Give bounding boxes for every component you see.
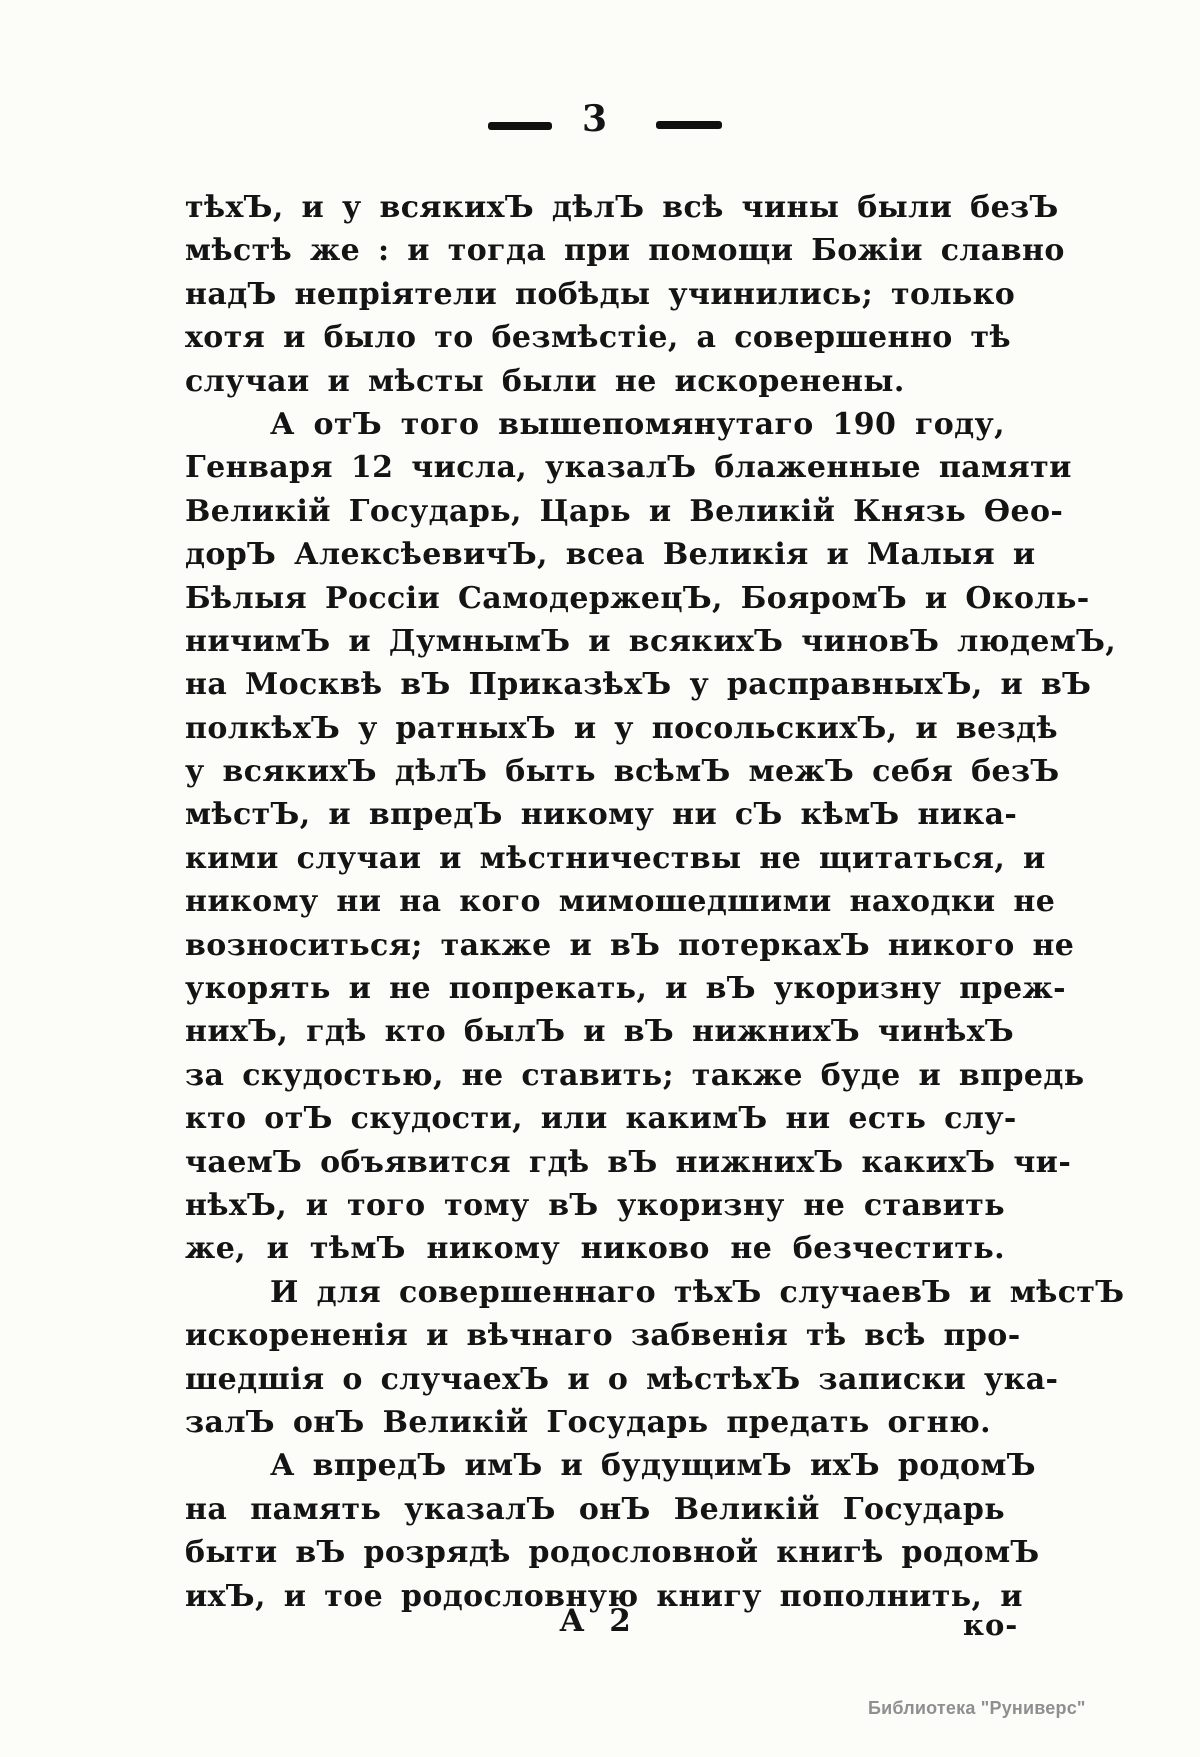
text-line: нѣхЪ, и того тому вЪ укоризну не ставить xyxy=(185,1187,1005,1223)
text-line: хотя и было то безмѣстіе, а совершенно тѣ xyxy=(185,320,1011,356)
text-line: надЪ непріятели побѣды учинились; только xyxy=(185,276,1016,312)
text-line: А впредЪ имЪ и будущимЪ ихЪ родомЪ xyxy=(270,1448,1036,1484)
text-line: кто отЪ скудости, или какимЪ ни есть слу- xyxy=(185,1101,1017,1137)
text-line: кими случаи и мѣстничествы не щитаться, и xyxy=(185,840,1046,876)
text-line: возноситься; также и вЪ потеркахЪ никого не xyxy=(185,927,1075,963)
text-line: же, и тѣмЪ никому никово не безчестить. xyxy=(185,1231,1005,1267)
signature-mark: А 2 xyxy=(559,1603,631,1639)
header-rule-right xyxy=(656,121,722,129)
text-line: дорЪ АлексѣевичЪ, всеа Великія и Малыя и xyxy=(185,537,1036,573)
paragraph xyxy=(185,186,1065,403)
text-line: тѣхЪ, и у всякихЪ дѣлЪ всѣ чины были безЪ xyxy=(185,190,1059,225)
text-line: нихЪ, гдѣ кто былЪ и вЪ нижнихЪ чинѣхЪ xyxy=(185,1014,1015,1050)
text-line: ничимЪ и ДумнымЪ и всякихЪ чиновЪ людемЪ, xyxy=(185,623,1117,659)
text-line: мѣстЪ, и впредЪ никому ни сЪ кѣмЪ ника- xyxy=(185,797,1018,833)
text-line: шедшія о случаехЪ и о мѣстѣхЪ записки ука- xyxy=(185,1361,1059,1397)
body-text xyxy=(185,186,1125,1618)
text-line: И для совершеннаго тѣхЪ случаевЪ и мѣстЪ xyxy=(270,1274,1125,1310)
text-line: чаемЪ объявится гдѣ вЪ нижнихЪ какихЪ чи- xyxy=(185,1144,1072,1180)
paragraph xyxy=(185,1271,1125,1445)
text-line: Бѣлыя Россіи СамодержецЪ, БояромЪ и Околь- xyxy=(185,580,1090,616)
text-line: быти вЪ розрядѣ родословной книгѣ родомЪ xyxy=(185,1535,1040,1571)
text-line: случаи и мѣсты были не искоренены. xyxy=(185,363,905,399)
text-line: ихЪ, и тое родословную книгу пополнить, и xyxy=(185,1578,1023,1614)
catchword: ко- xyxy=(963,1608,1019,1642)
text-line: у всякихЪ дѣлЪ быть всѣмЪ межЪ себя безЪ xyxy=(185,754,1060,790)
text-line: полкѣхЪ у ратныхЪ и у посольскихЪ, и вездѣ xyxy=(185,710,1059,746)
paragraph xyxy=(185,1444,1040,1618)
text-line: залЪ онЪ Великій Государь предать огню. xyxy=(185,1404,992,1440)
text-line: на память указалЪ онЪ Великій Государь xyxy=(185,1491,1005,1527)
text-line: искорененія и вѣчнаго забвенія тѣ всѣ про- xyxy=(185,1318,1021,1354)
text-line: Генваря 12 числа, указалЪ блаженные памяти xyxy=(185,450,1072,486)
text-line: мѣстѣ же : и тогда при помощи Божіи славно xyxy=(185,233,1065,269)
text-line: никому ни на кого мимошедшими находки не xyxy=(185,884,1056,920)
library-watermark: Библиотека "Руниверс" xyxy=(868,1698,1086,1718)
page-number: 3 xyxy=(581,98,609,140)
text-line: Великій Государь, Царь и Великій Князь Ѳео- xyxy=(185,493,1064,529)
text-line: на Москвѣ вЪ ПриказѣхЪ у расправныхЪ, и вЪ xyxy=(185,667,1092,703)
paragraph xyxy=(185,403,1117,1271)
text-line: А отЪ того вышепомянутаго 190 году, xyxy=(270,406,1005,442)
text-line: за скудостью, не ставить; также буде и впредь xyxy=(185,1057,1085,1093)
text-line: укорять и не попрекать, и вЪ укоризну преж- xyxy=(185,971,1067,1007)
